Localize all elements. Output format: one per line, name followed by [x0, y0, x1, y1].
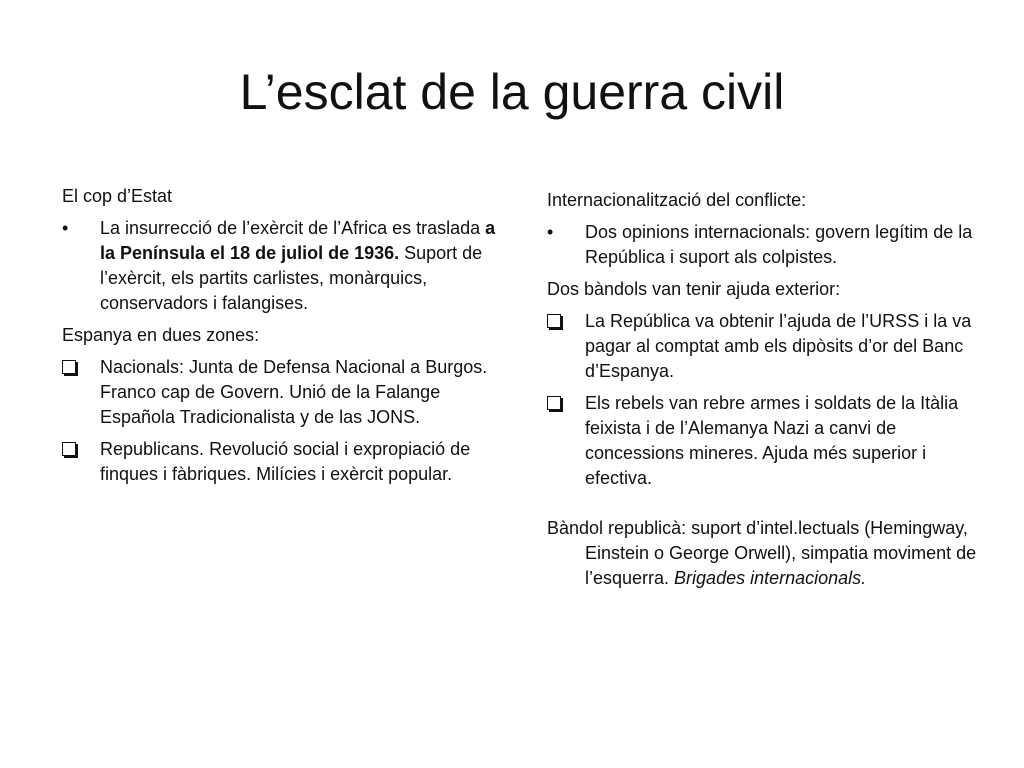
bullet-dot-icon	[547, 220, 567, 245]
right-closing-text: Bàndol republicà: suport d’intel.lectuals (Hemingway, Einstein o George Orwell), simpatia moviment de l’esquerra.	[547, 518, 977, 588]
right-check-item-rebels	[547, 391, 987, 491]
bullet-dot-icon	[62, 216, 82, 241]
left-bullet-text-1: La insurrecció de l’exèrcit de l’Africa es traslada	[100, 218, 486, 238]
slide-title: L’esclat de la guerra civil	[239, 64, 785, 120]
left-bullet-item	[62, 216, 502, 316]
right-check-item-republica	[547, 309, 987, 384]
right-check-text-2: Els rebels van rebre armes i soldats de la Itàlia feixista i de l’Alemanya Nazi a canvi de concessions mineres. Ajuda més superior i efectiva.	[585, 393, 959, 488]
right-closing	[547, 516, 987, 591]
right-heading: Internacionalització del conflicte:	[547, 190, 807, 210]
checkbox-bullet-icon	[62, 360, 76, 374]
checkbox-bullet-icon	[62, 442, 76, 456]
left-heading: El cop d’Estat	[62, 186, 173, 206]
right-closing-italic: Brigades internacionals.	[674, 568, 867, 588]
right-column	[547, 188, 987, 598]
left-check-text-1: Nacionals: Junta de Defensa Nacional a Burgos. Franco cap de Govern. Unió de la Falange Española Tradicionalista y de las JONS.	[100, 357, 488, 427]
left-check-text-2: Republicans. Revolució social i expropiació de finques i fàbriques. Milícies i exèrcit popular.	[100, 439, 471, 484]
checkbox-bullet-icon	[547, 314, 561, 328]
spacer	[547, 498, 987, 516]
right-subheading: Dos bàndols van tenir ajuda exterior:	[547, 279, 841, 299]
right-bullet-text: Dos opinions internacionals: govern legítim de la República i suport als colpistes.	[585, 222, 973, 267]
left-column	[62, 184, 502, 494]
left-subheading: Espanya en dues zones:	[62, 325, 260, 345]
right-bullet-item	[547, 220, 987, 270]
left-check-item-republicans	[62, 437, 502, 487]
right-check-text-1: La República va obtenir l’ajuda de l’URSS i la va pagar al comptat amb els dipòsits d’or del Banc d’Espanya.	[585, 311, 972, 381]
checkbox-bullet-icon	[547, 396, 561, 410]
left-bullet-bold: a la Península el 18 de juliol de 1936.	[100, 218, 496, 263]
left-check-item-nacionals	[62, 355, 502, 430]
left-bullet-text-2: Suport de l’exèrcit, els partits carlistes, monàrquics, conservadors i falangises.	[100, 243, 483, 313]
